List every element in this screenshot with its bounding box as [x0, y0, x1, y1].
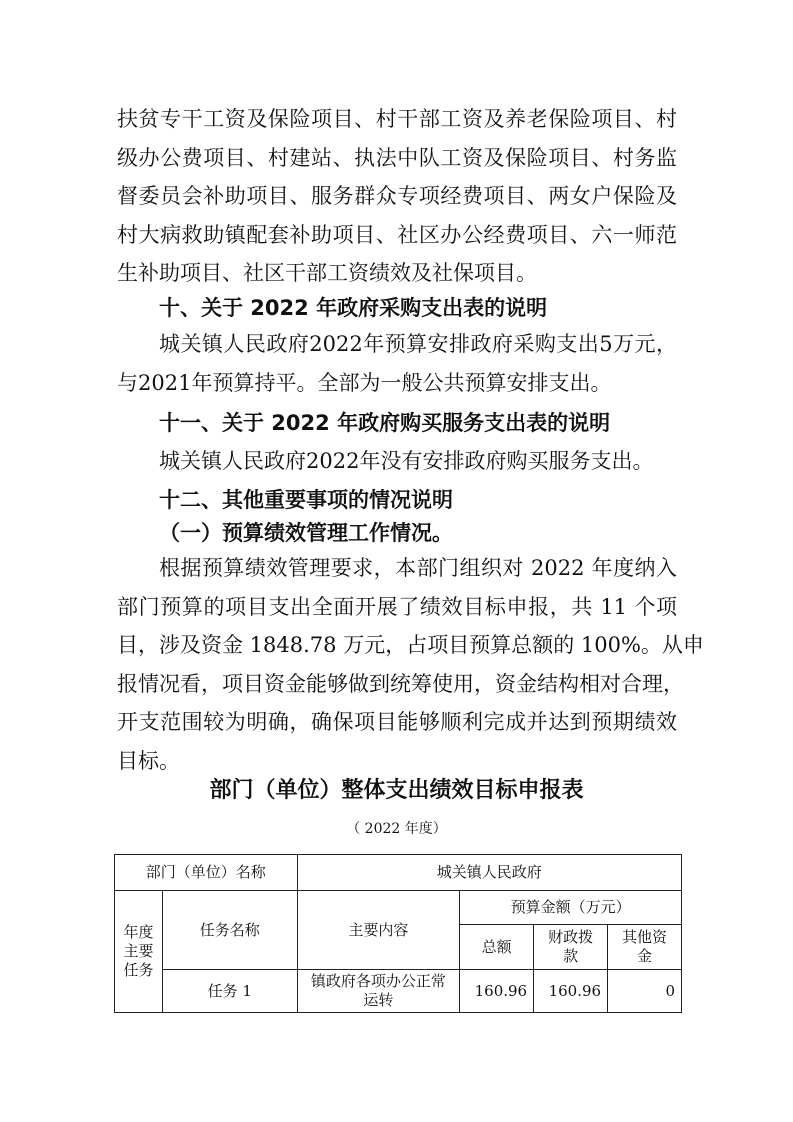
text-line: 部门预算的项目支出全面开展了绩效目标申报，共 11 个项 [117, 594, 677, 619]
fiscal-value-cell: 160.96 [534, 970, 608, 1013]
section-10-heading: 十、关于 2022 年政府采购支出表的说明 [159, 296, 548, 320]
text-line: 目，涉及资金 1848.78 万元，占项目预算总额的 100%。从申 [117, 633, 704, 657]
total-value-cell: 160.96 [460, 970, 534, 1013]
section-12-paragraph [117, 549, 704, 780]
table-title: 部门（单位）整体支出绩效目标申报表 [209, 778, 584, 803]
other-header-cell: 其他资金 [608, 925, 682, 970]
text-line: 根据预算绩效管理要求，本部门组织对 2022 年度纳入 [159, 556, 677, 580]
task-name-cell: 任务 1 [162, 970, 297, 1013]
section-12-subheading: （一）预算绩效管理工作情况。 [159, 521, 453, 545]
task-name-header-cell: 任务名称 [162, 891, 297, 970]
text-line: 生补助项目、社区干部工资绩效及社保项目。 [117, 261, 537, 285]
year-task-label-cell: 年度主要任务 [115, 891, 163, 1013]
dept-value-cell: 城关镇人民政府 [297, 855, 681, 891]
fiscal-header-cell: 财政拨款 [534, 925, 608, 970]
table-row [115, 891, 682, 925]
task-content-cell: 镇政府各项办公正常运转 [297, 970, 460, 1013]
dept-label-cell: 部门（单位）名称 [115, 855, 298, 891]
main-content-header-cell: 主要内容 [297, 891, 460, 970]
section-12-heading: 十二、其他重要事项的情况说明 [159, 488, 453, 512]
text-line: 级办公费项目、村建站、执法中队工资及保险项目、村务监 [117, 145, 677, 170]
text-line: 督委员会补助项目、服务群众专项经费项目、两女户保险及 [117, 184, 677, 208]
text-line: 城关镇人民政府2022年预算安排政府采购支出5万元， [159, 332, 677, 356]
text-line: 扶贫专干工资及保险项目、村干部工资及养老保险项目、村 [117, 107, 677, 131]
performance-target-table [114, 854, 682, 1013]
section-11-heading: 十一、关于 2022 年政府购买服务支出表的说明 [159, 411, 611, 435]
text-line: 村大病救助镇配套补助项目、社区办公经费项目、六一师范 [117, 222, 677, 247]
text-line: 报情况看，项目资金能够做到统筹使用，资金结构相对合理， [117, 671, 684, 696]
other-value-cell: 0 [608, 970, 682, 1013]
text-line: 目标。 [117, 748, 180, 773]
budget-header-cell: 预算金额（万元） [460, 891, 682, 925]
table-row [115, 855, 682, 891]
section-10-paragraph [117, 325, 677, 402]
total-header-cell: 总额 [460, 925, 534, 970]
paragraph-project-list [117, 100, 677, 293]
table-subtitle: （ 2022 年度） [346, 821, 447, 837]
text-line: 开支范围较为明确，确保项目能够顺利完成并达到预期绩效 [117, 710, 677, 734]
section-11-paragraph: 城关镇人民政府2022年没有安排政府购买服务支出。 [159, 449, 654, 473]
text-line: 与2021年预算持平。全部为一般公共预算安排支出。 [117, 370, 612, 395]
table-row [115, 970, 682, 1013]
